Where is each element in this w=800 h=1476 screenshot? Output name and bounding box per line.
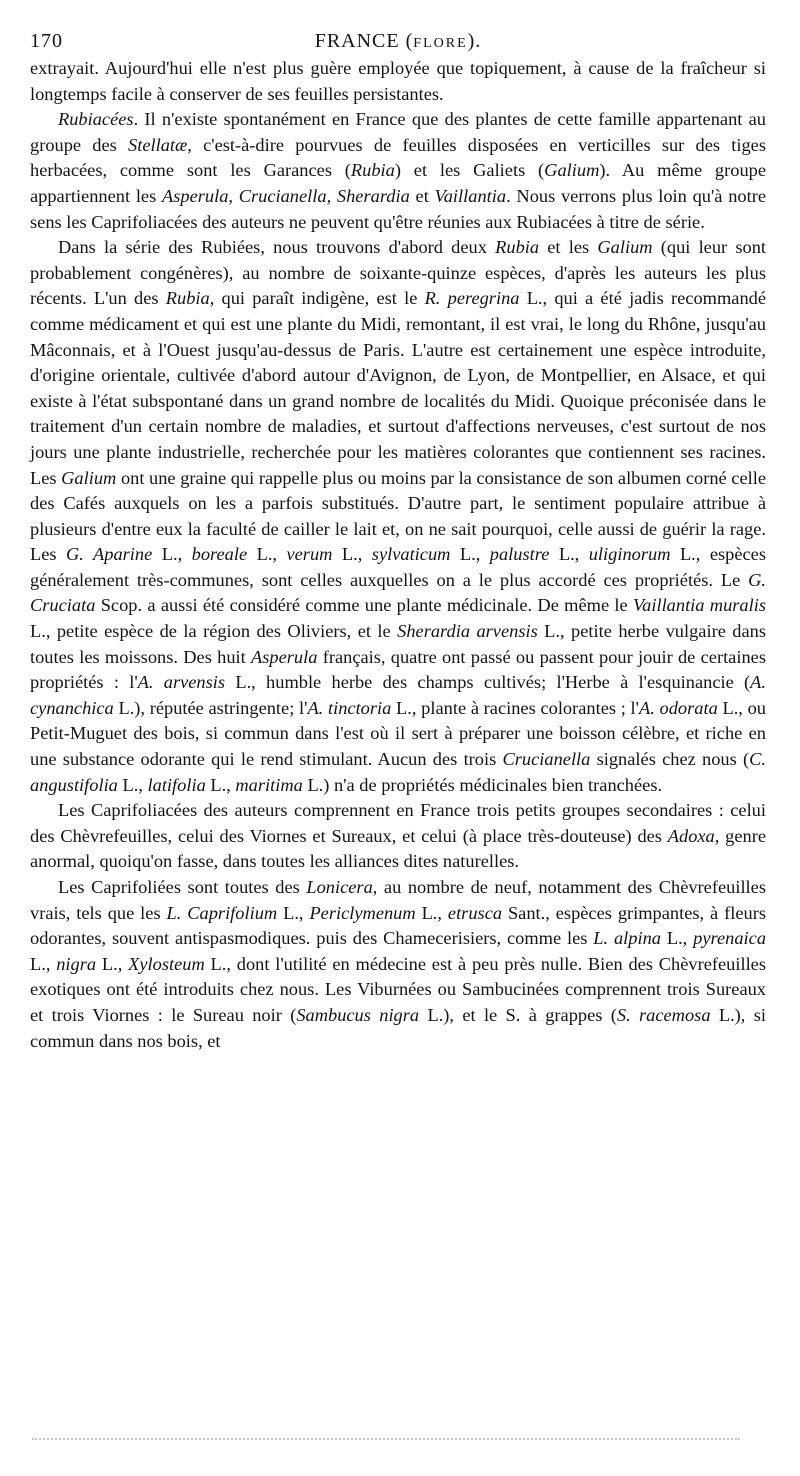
text-run: L., ou Petit-Muguet des bois, si commun dans l'est où il sert à préparer une boisson célèbre, et riche en une substance odorante qui le rend stimulant. Aucun des trois: [30, 697, 766, 770]
text-run: L.,: [30, 953, 57, 974]
italic-run: G. Aparine: [66, 544, 153, 565]
text-run: L., humble herbe des champs cultivés; l'Herbe à l'esquinancie (: [225, 672, 751, 693]
text-run: L.,: [117, 774, 148, 795]
italic-run: Rubia: [350, 160, 395, 181]
text-run: L.,: [415, 902, 448, 923]
text-run: L., petite espèce de la région des Oliviers, et le: [30, 621, 398, 642]
paragraph: [30, 798, 766, 875]
italic-run: boreale: [191, 544, 248, 565]
italic-run: A. cynanchica: [30, 672, 767, 718]
italic-run: Asperula, Crucianella, Sherardia: [161, 185, 410, 206]
text-run: (qui leur sont probablement congénères), au nombre de soixante-quinze espèces, d'après les auteurs les plus récents. L'un des: [30, 237, 767, 309]
text-run: signalés chez nous (: [590, 749, 750, 770]
text-run: L., plante à racines colorantes ; l': [391, 697, 639, 718]
text-run: L.,: [96, 953, 129, 974]
italic-run: G. Cruciata: [30, 569, 766, 616]
italic-run: Rubia: [495, 237, 540, 258]
italic-run: Adoxa: [667, 825, 715, 846]
italic-run: Asperula: [251, 646, 318, 667]
italic-run: Galium: [61, 467, 117, 488]
paragraph: [30, 107, 766, 235]
text-run: et: [409, 185, 435, 206]
italic-run: Rubia: [165, 288, 210, 309]
italic-run: L. alpina: [593, 928, 661, 949]
italic-run: C. angustifolia: [30, 749, 766, 795]
text-run: L.,: [660, 928, 694, 949]
text-run: , c'est-à-dire pourvues de feuilles disposées en verticilles sur des tiges herbacées, comme sont les Garances (: [30, 134, 766, 181]
text-run: Dans la série des Rubiées, nous trouvons d'abord deux: [58, 237, 496, 258]
italic-run: S. racemosa: [616, 1004, 711, 1025]
text-run: Scop. a aussi été considéré comme une plante médicinale. De même le: [95, 595, 633, 616]
text-run: L.,: [450, 544, 490, 565]
italic-run: Xylosteum: [128, 953, 205, 974]
text-run: Sant., espèces grimpantes, à fleurs odorantes, souvent antispasmodiques. puis des Chamecerisiers, comme les: [30, 902, 766, 949]
running-title-subtitle: FLORE: [413, 36, 468, 51]
italic-run: Sherardia arvensis: [397, 621, 538, 642]
italic-run: etrusca: [447, 902, 503, 923]
italic-run: Lonicera: [306, 877, 373, 897]
text-run: L.,: [332, 544, 372, 565]
text-run: français, quatre ont passé ou passent pour jouir de certaines propriétés : l': [30, 646, 766, 693]
running-title: [30, 30, 766, 53]
italic-run: palustre: [489, 544, 550, 565]
text-run: , qui paraît indigène, est le: [209, 288, 425, 309]
italic-run: A. tinctoria: [307, 697, 392, 718]
text-run: L.,: [247, 544, 287, 565]
text-run: L., petite herbe vulgaire dans toutes les moissons. Des huit: [30, 621, 766, 667]
text-run: L.), et le S. à grappes (: [419, 1004, 617, 1025]
text-run: . Il n'existe spontanément en France que des plantes de cette famille appartenant au groupe des: [30, 109, 766, 155]
italic-run: L. Caprifolium: [166, 902, 278, 923]
text-run: et les: [539, 237, 598, 258]
italic-run: Vaillantia muralis: [632, 595, 766, 616]
text-run: ). Au même groupe appartiennent les: [30, 160, 766, 206]
italic-run: Galium: [597, 237, 653, 258]
text-run: ont une graine qui rappelle plus ou moins par la consistance de son albumen corné celle des Cafés auxquels on les a parfois substitués. D'autre part, le sentiment populaire attribue à plusieurs d'entre eux la faculté de cailler le lait et, on ne sait pourquoi, celle aussi de guérir la rage. Les: [30, 467, 766, 565]
italic-run: latifolia: [147, 774, 206, 795]
text-run: L.), si commun dans nos bois, et: [30, 1004, 767, 1051]
text-run: L., qui a été jadis recommandé comme médicament et qui est une plante du Midi, remontant, il est vrai, le long du Rhône, jusqu'au Mâconnais, et à l'Ouest jusqu'au-dessus de Paris. L'autre est certainement une espèce introduite, d'origine orientale, cultivée d'abord autour d'Avignon, de Lyon, de Montpellier, en Alsace, et qui existe à l'état subspontané dans un grand nombre de localités du Midi. Quoique préconisée dans le traitement d'un certain nombre de maladies, et surtout d'affections nerveuses, c'est surtout de nos jours une plante industrielle, recherchée pour les matières colorantes que contiennent ses racines. Les: [30, 288, 766, 488]
text-run: L.,: [549, 544, 589, 565]
text-run: ) et les Galiets (: [394, 160, 545, 181]
italic-run: verum: [286, 544, 333, 565]
italic-run: nigra: [56, 953, 97, 974]
italic-run: Vaillantia: [434, 185, 507, 206]
book-page: [30, 26, 766, 1054]
running-header: [30, 26, 766, 56]
italic-run: pyrenaica: [693, 928, 767, 949]
page-number: 170: [30, 30, 63, 52]
italic-run: Sambucus nigra: [296, 1004, 420, 1025]
paragraph: [30, 235, 766, 798]
text-run: , genre anormal, quoiqu'on fasse, dans toutes les alliances dites naturelles.: [30, 825, 766, 872]
text-run: . Nous verrons plus loin qu'à notre sens les Caprifoliacées des auteurs ne peuvent qu'être réunies aux Rubiacées à titre de série.: [30, 185, 766, 232]
text-run: Les Caprifoliées sont toutes des: [58, 877, 307, 897]
scan-artifact: [32, 1438, 740, 1442]
text-run: L.), réputée astringente; l': [113, 697, 308, 718]
paragraph: [30, 56, 766, 107]
running-title-paren-close: ).: [467, 30, 482, 52]
text-run: Les Caprifoliacées des auteurs comprennent en France trois petits groupes secondaires : celui des Chèvrefeuilles, celui des Viornes et Sureaux, et celui (à place très-douteuse) des: [30, 800, 766, 846]
running-title-paren-open: (: [399, 30, 414, 52]
text-run: L.,: [205, 774, 236, 795]
text-run: L., dont l'utilité en médecine est à peu près nulle. Bien des Chèvrefeuilles exotiques ont été introduits chez nous. Les Viburnées ou Sambucinées comprennent trois Sureaux et trois Viornes : le Sureau noir (: [30, 953, 766, 1025]
text-run: , au nombre de neuf, notamment des Chèvrefeuilles vrais, tels que les: [30, 877, 766, 923]
body-text: [30, 56, 766, 1054]
italic-run: A. odorata: [638, 697, 718, 718]
italic-run: Stellatæ: [128, 134, 188, 155]
running-title-main: FRANCE: [314, 30, 400, 52]
italic-run: Rubiacées: [58, 109, 134, 130]
text-run: L.,: [152, 544, 192, 565]
text-run: L., espèces généralement très-communes, sont celles auxquelles on a le plus accordé ces propriétés. Le: [30, 544, 766, 590]
italic-run: A. arvensis: [137, 672, 226, 693]
italic-run: Crucianella: [502, 749, 591, 770]
italic-run: Galium: [544, 160, 600, 181]
paragraph: [30, 875, 766, 1054]
text-run: L.) n'a de propriétés médicinales bien tranchées.: [302, 774, 663, 795]
italic-run: Periclymenum: [309, 902, 416, 923]
italic-run: R. peregrina: [424, 288, 520, 309]
italic-run: sylvaticum: [371, 544, 451, 565]
italic-run: uliginorum: [588, 544, 671, 565]
italic-run: maritima: [235, 774, 303, 795]
text-run: L.,: [277, 902, 310, 923]
text-run: extrayait. Aujourd'hui elle n'est plus guère employée que topiquement, à cause de la fraîcheur si longtemps facile à conserver de ses feuilles persistantes.: [30, 58, 766, 104]
